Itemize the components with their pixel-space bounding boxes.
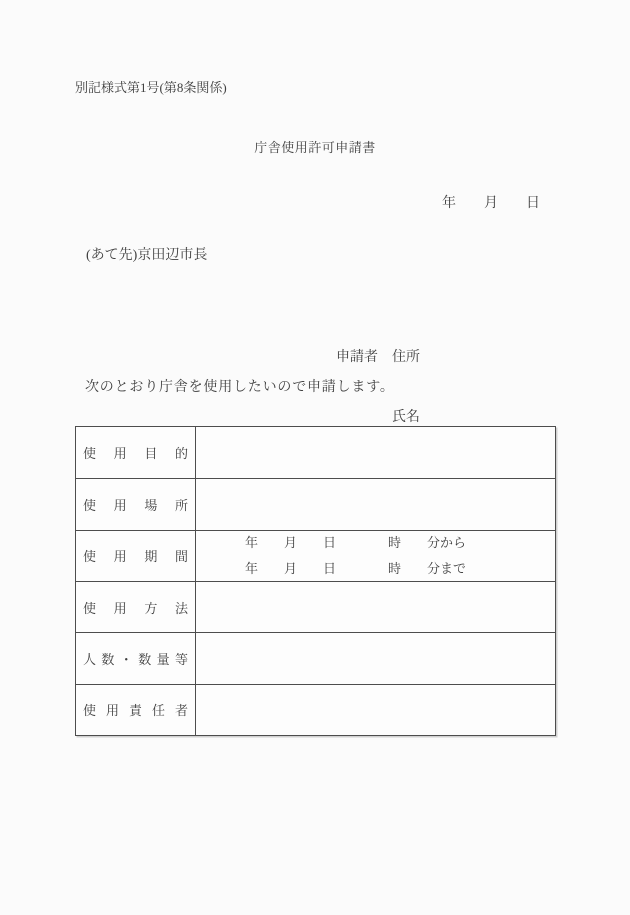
application-table [75,426,556,736]
period-to-line: 年 月 日 時 分まで [245,560,467,576]
row-value-place [196,479,555,529]
row-value-responsible [196,685,555,735]
intro-sentence: 次のとおり庁舎を使用したいので申請します。 [85,380,395,395]
row-label-text: 人 数 ・ 数 量 等 [83,651,188,667]
row-value-purpose [196,427,555,478]
row-label-text: 使 用 方 法 [83,600,188,616]
row-label-text: 使 用 責 任 者 [83,703,188,719]
form-number-note: 別記様式第1号(第8条関係) [75,80,227,95]
row-label-text: 使 用 場 所 [83,497,188,513]
row-value-period [196,531,555,581]
table-row-place [76,478,555,529]
row-label-text: 使 用 目 的 [83,446,188,462]
addressee-line: (あて先)京田辺市長 [86,248,208,263]
applicant-name-line: 氏名 [336,410,420,425]
row-label-period [76,531,196,581]
table-row-purpose [76,427,555,478]
row-label-text: 使 用 期 間 [83,549,188,565]
table-row-method [76,581,555,632]
row-label-place [76,479,196,529]
row-value-method [196,582,555,632]
applicant-address-line: 申請者 住所 [336,350,420,365]
row-label-responsible [76,685,196,735]
row-value-quantity [196,633,555,683]
period-from-line: 年 月 日 時 分から [245,534,467,550]
form-title: 庁舎使用許可申請書 [254,140,376,155]
table-row-responsible [76,684,555,735]
date-line: 年 月 日 [442,196,540,211]
row-label-purpose [76,427,196,478]
row-label-method [76,582,196,632]
table-row-quantity [76,632,555,683]
row-label-quantity [76,633,196,683]
table-row-period [76,530,555,581]
